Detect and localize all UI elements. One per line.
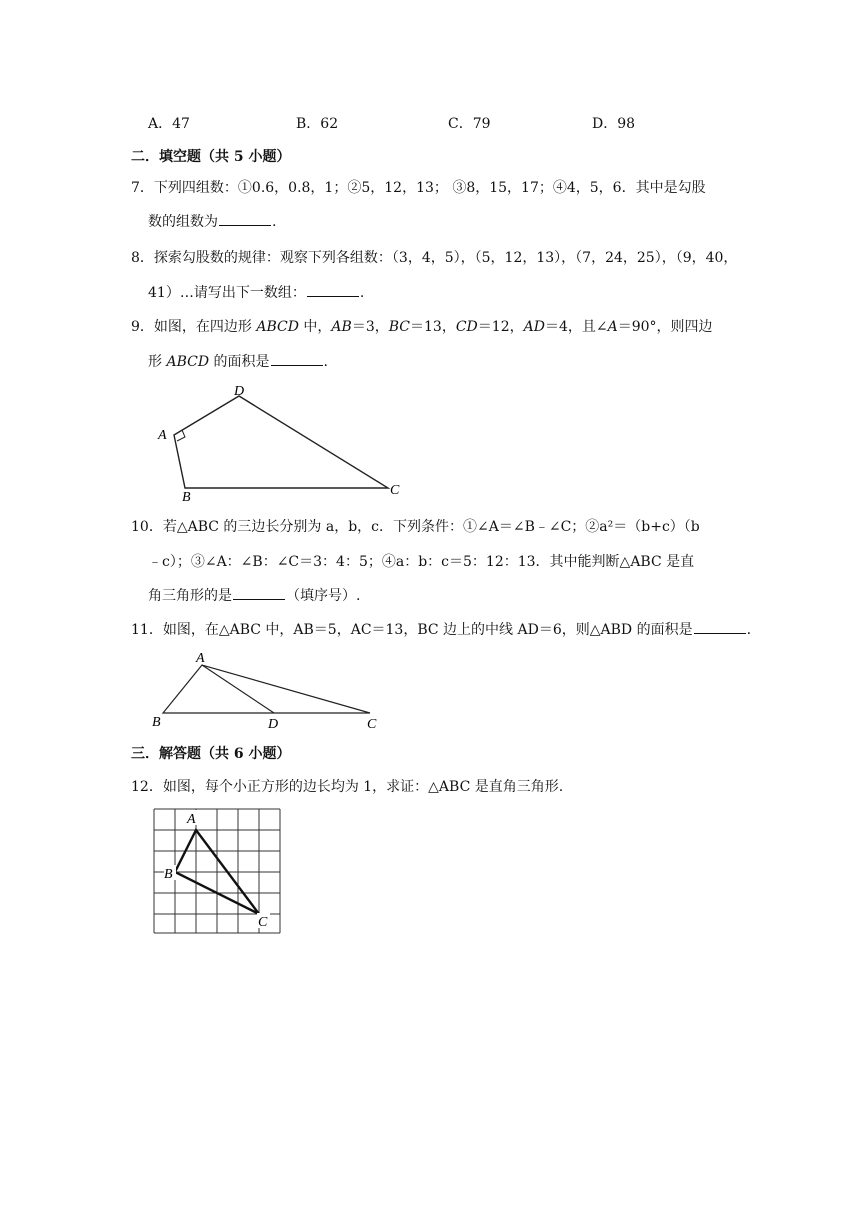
q12-grid-figure	[150, 805, 286, 937]
q9-t3: 中，	[298, 319, 332, 335]
q9-t8: CD	[455, 319, 478, 335]
q7-line2-text: 数的组数为	[148, 214, 218, 230]
q12-label-a: A	[187, 812, 196, 827]
q11-answer-blank[interactable]	[694, 620, 746, 634]
q7-line1: 7．下列四组数：①0.6，0.8，1；②5，12，13； ③8，15，17；④4，5，6．其中是勾股	[131, 180, 706, 196]
q12-line1: 12．如图，每个小正方形的边长均为 1，求证：△ABC 是直角三角形.	[131, 779, 564, 795]
q9-t5: ＝3，	[351, 319, 389, 335]
q10-line3-text: 角三角形的是	[148, 588, 232, 604]
q9-l2-t4: .	[323, 354, 328, 370]
q9-label-b: B	[182, 490, 191, 505]
q11-line1	[131, 620, 751, 640]
q11-label-d: D	[268, 717, 279, 732]
choice-d: D．98	[592, 116, 636, 132]
q9-t4: AB	[331, 319, 352, 335]
q9-t7: ＝13，	[410, 319, 456, 335]
q9-t12: A	[607, 319, 618, 335]
section-solution-heading: 三．解答题（共 6 小题）	[131, 746, 291, 762]
q9-quadrilateral-figure	[150, 380, 410, 505]
q10-line3	[148, 586, 360, 606]
q12-label-b: B	[164, 867, 173, 882]
q9-line2	[148, 352, 328, 372]
q9-t2: ABCD	[256, 319, 299, 335]
q9-t13: ＝90°，则四边	[617, 319, 713, 335]
q8-line2-end: .	[359, 285, 365, 301]
choice-c: C．79	[448, 116, 491, 132]
q9-t9: ＝12，	[477, 319, 524, 335]
q9-l2-t2: ABCD	[166, 354, 210, 370]
q9-line1	[131, 317, 713, 337]
q7-line2-end: .	[272, 214, 277, 230]
q9-l2-t3: 的面积是	[209, 354, 270, 370]
q11-label-a: A	[196, 651, 205, 666]
q9-answer-blank[interactable]	[271, 352, 323, 366]
q11-label-c: C	[367, 717, 377, 732]
q9-quadrilateral	[174, 396, 388, 488]
q8-line1: 8．探索勾股数的规律：观察下列各组数：（3，4，5），（5，12，13），（7，24，25），（9，40，	[131, 250, 738, 266]
q11-triangle-figure	[148, 646, 388, 732]
q11-median-ad	[202, 665, 274, 713]
q11-line1-end: .	[746, 622, 752, 638]
q10-line2: ﹣c）；③∠A：∠B：∠C＝3：4：5；④a：b：c＝5：12：13．其中能判断△ABC 是直	[148, 554, 695, 570]
q11-label-b: B	[152, 715, 161, 730]
q9-l2-t1: 形	[148, 354, 167, 370]
q8-line2	[148, 283, 364, 303]
q7-answer-blank[interactable]	[219, 212, 271, 226]
q9-t10: AD	[523, 319, 545, 335]
q7-line2	[148, 212, 276, 232]
q10-answer-blank[interactable]	[233, 586, 285, 600]
q10-line3-end: （填序号）.	[286, 588, 361, 604]
q9-label-c: C	[390, 483, 400, 498]
choice-b: B．62	[296, 116, 339, 132]
q10-line1: 10．若△ABC 的三边长分别为 a，b，c．下列条件：①∠A＝∠B﹣∠C；②a²＝（b+c）（b	[131, 519, 700, 535]
q8-line2-text: 41）…请写出下一数组：	[148, 285, 306, 301]
choice-a: A．47	[148, 116, 190, 132]
q12-label-c: C	[258, 915, 268, 930]
q11-line1-text: 11．如图，在△ABC 中，AB＝5，AC＝13，BC 边上的中线 AD＝6，则△ABD 的面积是	[131, 622, 693, 638]
q8-answer-blank[interactable]	[307, 283, 359, 297]
q11-triangle-abc	[163, 665, 370, 713]
q9-label-d: D	[234, 384, 245, 399]
q9-t6: BC	[388, 319, 411, 335]
q9-t1: 9．如图，在四边形	[131, 319, 257, 335]
q9-t11: ＝4，且∠	[544, 319, 608, 335]
q9-label-a: A	[158, 428, 167, 443]
section-fill-in-heading: 二．填空题（共 5 小题）	[131, 149, 291, 165]
q9-right-angle-mark	[177, 430, 185, 441]
